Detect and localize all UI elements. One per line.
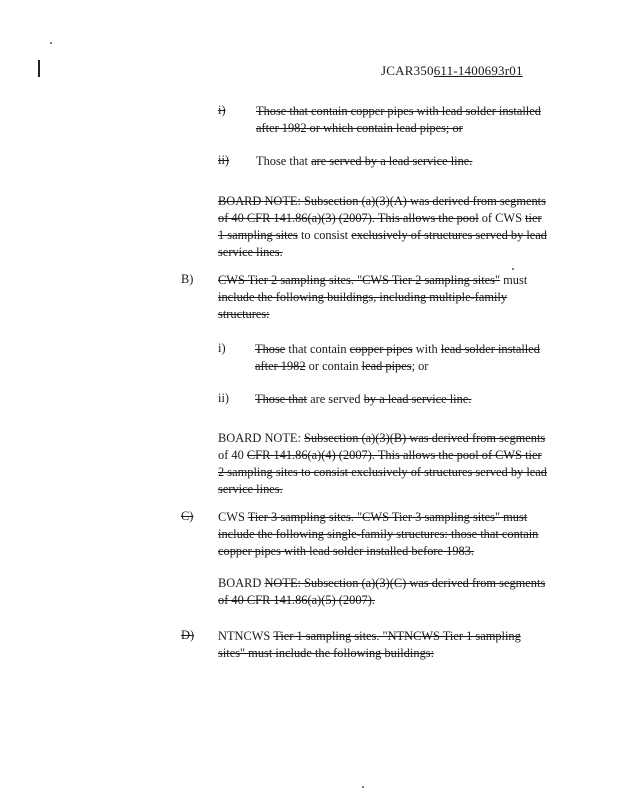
item-C-label: C): [181, 509, 194, 523]
item-ii-text: Those that are served by a lead service line.: [256, 154, 473, 168]
board-note-1: BOARD NOTE: Subsection (a)(3)(A) was derived from segments of 40 CFR 141.86(a)(3) (2007). This allows the pool of CWS tier 1 sampling sites to consist exclusively of structures served by lead service lines.: [218, 194, 547, 259]
speck: [512, 268, 514, 270]
item-B-label: B): [181, 272, 194, 286]
item-i-label: i): [218, 103, 226, 117]
item-D-label: D): [181, 628, 195, 642]
item-B-ii-label: ii): [218, 391, 230, 405]
margin-bar: [38, 60, 40, 77]
speck: [50, 42, 52, 44]
board-note-3: BOARD NOTE: Subsection (a)(3)(C) was derived from segments of 40 CFR 141.86(a)(5) (2007).: [218, 576, 546, 607]
item-C-text: CWS Tier 3 sampling sites. "CWS Tier 3 sampling sites" must include the following single-family structures: those that contain copper pipes with lead solder installed before 1983.: [218, 510, 539, 558]
item-B-text: CWS Tier 2 sampling sites. "CWS Tier 2 sampling sites" must include the following buildings, including multiple-family structures:: [218, 273, 528, 321]
item-B-ii-text: Those that are served by a lead service line.: [255, 392, 472, 406]
item-D-text: NTNCWS Tier 1 sampling sites. "NTNCWS Tier 1 sampling sites" must include the following buildings:: [218, 629, 521, 660]
item-B-i-text: Those that contain copper pipes with lead solder installed after 1982 or contain lead pipes; or: [255, 342, 540, 373]
document-id: JCAR350611-1400693r01: [381, 63, 523, 78]
item-ii-label: ii): [218, 153, 230, 167]
item-B-i-label: i): [218, 341, 226, 355]
speck: [362, 786, 364, 788]
item-i-text: Those that contain copper pipes with lead solder installed after 1982 or which contain lead pipes; or: [256, 104, 541, 135]
board-note-2: BOARD NOTE: Subsection (a)(3)(B) was derived from segments of 40 CFR 141.86(a)(4) (2007). This allows the pool of CWS tier 2 sampling sites to consist exclusively of structures served by lead service lines.: [218, 431, 547, 496]
